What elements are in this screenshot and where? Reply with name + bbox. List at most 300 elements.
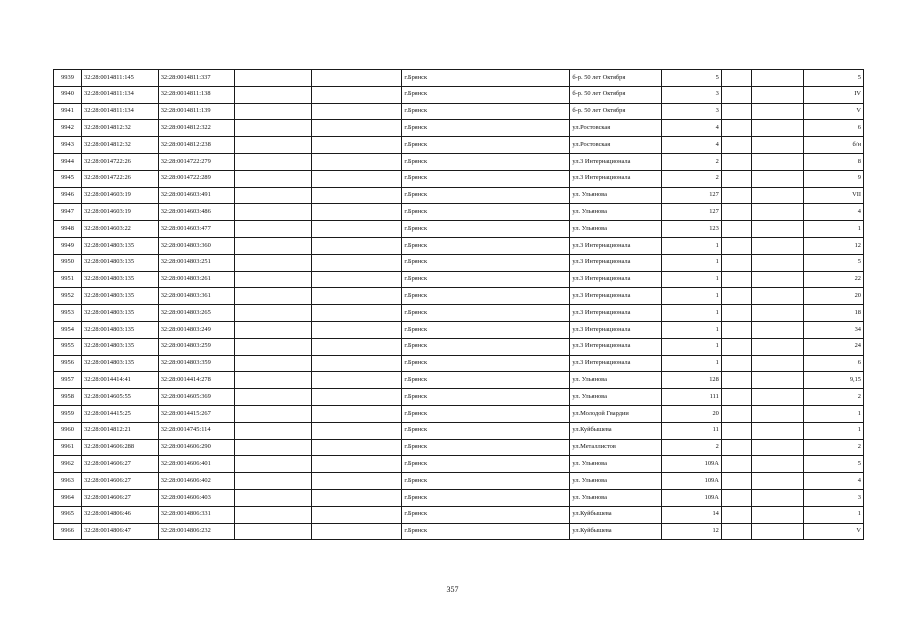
flat-number-cell: 2 bbox=[803, 439, 863, 456]
empty-cell bbox=[751, 288, 803, 305]
table-row bbox=[54, 372, 864, 389]
street-cell: ул.Ростовская bbox=[570, 120, 661, 137]
record-number-cell: 9941 bbox=[54, 103, 82, 120]
table-row bbox=[54, 473, 864, 490]
city-cell: г.Брянск bbox=[402, 506, 570, 523]
empty-cell bbox=[721, 221, 751, 238]
empty-cell bbox=[235, 473, 312, 490]
table-row bbox=[54, 305, 864, 322]
flat-number-cell: 5 bbox=[803, 70, 863, 87]
object-cadastral-number-cell: 32:28:0014812:322 bbox=[158, 120, 235, 137]
house-number-cell: 111 bbox=[661, 389, 721, 406]
empty-cell bbox=[751, 237, 803, 254]
empty-cell bbox=[751, 523, 803, 540]
empty-cell bbox=[751, 489, 803, 506]
flat-number-cell: V bbox=[803, 523, 863, 540]
flat-number-cell: 6 bbox=[803, 120, 863, 137]
table-row bbox=[54, 120, 864, 137]
empty-cell bbox=[312, 473, 402, 490]
flat-number-cell: 34 bbox=[803, 321, 863, 338]
empty-cell bbox=[751, 137, 803, 154]
table-row bbox=[54, 137, 864, 154]
city-cell: г.Брянск bbox=[402, 187, 570, 204]
house-number-cell: 14 bbox=[661, 506, 721, 523]
cadastral-number-cell: 32:28:0014722:26 bbox=[82, 170, 159, 187]
flat-number-cell: IV bbox=[803, 86, 863, 103]
registry-table-body bbox=[54, 70, 864, 540]
record-number-cell: 9963 bbox=[54, 473, 82, 490]
city-cell: г.Брянск bbox=[402, 70, 570, 87]
empty-cell bbox=[751, 355, 803, 372]
cadastral-number-cell: 32:28:0014812:32 bbox=[82, 137, 159, 154]
city-cell: г.Брянск bbox=[402, 405, 570, 422]
empty-cell bbox=[751, 456, 803, 473]
object-cadastral-number-cell: 32:28:0014811:337 bbox=[158, 70, 235, 87]
empty-cell bbox=[235, 355, 312, 372]
empty-cell bbox=[751, 153, 803, 170]
street-cell: ул.3 Интернационала bbox=[570, 338, 661, 355]
house-number-cell: 1 bbox=[661, 288, 721, 305]
empty-cell bbox=[721, 254, 751, 271]
house-number-cell: 127 bbox=[661, 187, 721, 204]
object-cadastral-number-cell: 32:28:0014606:403 bbox=[158, 489, 235, 506]
table-row bbox=[54, 523, 864, 540]
table-row bbox=[54, 271, 864, 288]
city-cell: г.Брянск bbox=[402, 389, 570, 406]
street-cell: ул. Ульянова bbox=[570, 187, 661, 204]
flat-number-cell: б/н bbox=[803, 137, 863, 154]
city-cell: г.Брянск bbox=[402, 271, 570, 288]
empty-cell bbox=[312, 187, 402, 204]
house-number-cell: 109А bbox=[661, 489, 721, 506]
table-row bbox=[54, 506, 864, 523]
empty-cell bbox=[721, 305, 751, 322]
empty-cell bbox=[235, 187, 312, 204]
street-cell: ул.3 Интернационала bbox=[570, 153, 661, 170]
empty-cell bbox=[235, 439, 312, 456]
cadastral-number-cell: 32:28:0014803:135 bbox=[82, 321, 159, 338]
object-cadastral-number-cell: 32:28:0014803:249 bbox=[158, 321, 235, 338]
city-cell: г.Брянск bbox=[402, 153, 570, 170]
record-number-cell: 9948 bbox=[54, 221, 82, 238]
empty-cell bbox=[312, 456, 402, 473]
house-number-cell: 1 bbox=[661, 355, 721, 372]
object-cadastral-number-cell: 32:28:0014414:278 bbox=[158, 372, 235, 389]
city-cell: г.Брянск bbox=[402, 237, 570, 254]
object-cadastral-number-cell: 32:28:0014803:361 bbox=[158, 288, 235, 305]
cadastral-number-cell: 32:28:0014603:19 bbox=[82, 187, 159, 204]
record-number-cell: 9950 bbox=[54, 254, 82, 271]
city-cell: г.Брянск bbox=[402, 439, 570, 456]
cadastral-number-cell: 32:28:0014803:135 bbox=[82, 237, 159, 254]
empty-cell bbox=[235, 405, 312, 422]
empty-cell bbox=[312, 321, 402, 338]
empty-cell bbox=[721, 321, 751, 338]
empty-cell bbox=[235, 288, 312, 305]
record-number-cell: 9952 bbox=[54, 288, 82, 305]
city-cell: г.Брянск bbox=[402, 120, 570, 137]
empty-cell bbox=[312, 237, 402, 254]
empty-cell bbox=[721, 456, 751, 473]
empty-cell bbox=[235, 237, 312, 254]
flat-number-cell: 9,15 bbox=[803, 372, 863, 389]
empty-cell bbox=[235, 523, 312, 540]
house-number-cell: 12 bbox=[661, 523, 721, 540]
street-cell: ул. Ульянова bbox=[570, 389, 661, 406]
empty-cell bbox=[235, 456, 312, 473]
empty-cell bbox=[235, 221, 312, 238]
empty-cell bbox=[235, 254, 312, 271]
cadastral-number-cell: 32:28:0014811:134 bbox=[82, 86, 159, 103]
object-cadastral-number-cell: 32:28:0014803:251 bbox=[158, 254, 235, 271]
record-number-cell: 9959 bbox=[54, 405, 82, 422]
flat-number-cell: 5 bbox=[803, 456, 863, 473]
house-number-cell: 1 bbox=[661, 338, 721, 355]
record-number-cell: 9942 bbox=[54, 120, 82, 137]
cadastral-number-cell: 32:28:0014415:25 bbox=[82, 405, 159, 422]
table-row bbox=[54, 489, 864, 506]
record-number-cell: 9965 bbox=[54, 506, 82, 523]
city-cell: г.Брянск bbox=[402, 422, 570, 439]
table-row bbox=[54, 86, 864, 103]
empty-cell bbox=[235, 271, 312, 288]
cadastral-number-cell: 32:28:0014722:26 bbox=[82, 153, 159, 170]
empty-cell bbox=[312, 271, 402, 288]
empty-cell bbox=[721, 355, 751, 372]
table-row bbox=[54, 221, 864, 238]
street-cell: ул.3 Интернационала bbox=[570, 355, 661, 372]
house-number-cell: 2 bbox=[661, 439, 721, 456]
empty-cell bbox=[721, 137, 751, 154]
empty-cell bbox=[235, 170, 312, 187]
flat-number-cell: VII bbox=[803, 187, 863, 204]
object-cadastral-number-cell: 32:28:0014605:369 bbox=[158, 389, 235, 406]
table-row bbox=[54, 456, 864, 473]
flat-number-cell: 5 bbox=[803, 254, 863, 271]
house-number-cell: 123 bbox=[661, 221, 721, 238]
record-number-cell: 9957 bbox=[54, 372, 82, 389]
object-cadastral-number-cell: 32:28:0014803:360 bbox=[158, 237, 235, 254]
city-cell: г.Брянск bbox=[402, 473, 570, 490]
cadastral-number-cell: 32:28:0014606:288 bbox=[82, 439, 159, 456]
record-number-cell: 9964 bbox=[54, 489, 82, 506]
record-number-cell: 9949 bbox=[54, 237, 82, 254]
empty-cell bbox=[235, 120, 312, 137]
empty-cell bbox=[312, 506, 402, 523]
flat-number-cell: 12 bbox=[803, 237, 863, 254]
house-number-cell: 1 bbox=[661, 237, 721, 254]
object-cadastral-number-cell: 32:28:0014606:401 bbox=[158, 456, 235, 473]
empty-cell bbox=[751, 86, 803, 103]
empty-cell bbox=[312, 305, 402, 322]
house-number-cell: 5 bbox=[661, 70, 721, 87]
object-cadastral-number-cell: 32:28:0014803:359 bbox=[158, 355, 235, 372]
record-number-cell: 9958 bbox=[54, 389, 82, 406]
record-number-cell: 9940 bbox=[54, 86, 82, 103]
empty-cell bbox=[312, 221, 402, 238]
empty-cell bbox=[721, 120, 751, 137]
cadastral-number-cell: 32:28:0014606:27 bbox=[82, 489, 159, 506]
house-number-cell: 109А bbox=[661, 473, 721, 490]
table-row bbox=[54, 204, 864, 221]
cadastral-number-cell: 32:28:0014811:145 bbox=[82, 70, 159, 87]
object-cadastral-number-cell: 32:28:0014812:238 bbox=[158, 137, 235, 154]
record-number-cell: 9966 bbox=[54, 523, 82, 540]
cadastral-number-cell: 32:28:0014806:47 bbox=[82, 523, 159, 540]
city-cell: г.Брянск bbox=[402, 305, 570, 322]
table-row bbox=[54, 355, 864, 372]
street-cell: ул.3 Интернационала bbox=[570, 305, 661, 322]
empty-cell bbox=[235, 103, 312, 120]
flat-number-cell: 1 bbox=[803, 221, 863, 238]
city-cell: г.Брянск bbox=[402, 456, 570, 473]
flat-number-cell: 1 bbox=[803, 422, 863, 439]
city-cell: г.Брянск bbox=[402, 170, 570, 187]
empty-cell bbox=[751, 321, 803, 338]
empty-cell bbox=[751, 103, 803, 120]
flat-number-cell: 24 bbox=[803, 338, 863, 355]
empty-cell bbox=[751, 254, 803, 271]
street-cell: ул. Ульянова bbox=[570, 473, 661, 490]
street-cell: б-р. 50 лет Октября bbox=[570, 86, 661, 103]
empty-cell bbox=[751, 422, 803, 439]
empty-cell bbox=[235, 372, 312, 389]
empty-cell bbox=[721, 271, 751, 288]
empty-cell bbox=[235, 137, 312, 154]
street-cell: ул.3 Интернационала bbox=[570, 170, 661, 187]
empty-cell bbox=[721, 153, 751, 170]
street-cell: ул.3 Интернационала bbox=[570, 237, 661, 254]
empty-cell bbox=[312, 70, 402, 87]
flat-number-cell: 2 bbox=[803, 389, 863, 406]
record-number-cell: 9944 bbox=[54, 153, 82, 170]
empty-cell bbox=[721, 506, 751, 523]
city-cell: г.Брянск bbox=[402, 86, 570, 103]
house-number-cell: 1 bbox=[661, 271, 721, 288]
empty-cell bbox=[721, 237, 751, 254]
empty-cell bbox=[751, 305, 803, 322]
empty-cell bbox=[721, 204, 751, 221]
empty-cell bbox=[312, 439, 402, 456]
record-number-cell: 9962 bbox=[54, 456, 82, 473]
record-number-cell: 9939 bbox=[54, 70, 82, 87]
cadastral-number-cell: 32:28:0014605:55 bbox=[82, 389, 159, 406]
empty-cell bbox=[751, 170, 803, 187]
table-row bbox=[54, 389, 864, 406]
empty-cell bbox=[235, 422, 312, 439]
house-number-cell: 109А bbox=[661, 456, 721, 473]
cadastral-number-cell: 32:28:0014803:135 bbox=[82, 271, 159, 288]
empty-cell bbox=[312, 204, 402, 221]
street-cell: ул.Куйбышева bbox=[570, 506, 661, 523]
empty-cell bbox=[751, 187, 803, 204]
empty-cell bbox=[312, 254, 402, 271]
object-cadastral-number-cell: 32:28:0014415:267 bbox=[158, 405, 235, 422]
empty-cell bbox=[721, 422, 751, 439]
empty-cell bbox=[312, 422, 402, 439]
empty-cell bbox=[751, 506, 803, 523]
city-cell: г.Брянск bbox=[402, 288, 570, 305]
flat-number-cell: 18 bbox=[803, 305, 863, 322]
empty-cell bbox=[235, 305, 312, 322]
house-number-cell: 11 bbox=[661, 422, 721, 439]
house-number-cell: 2 bbox=[661, 170, 721, 187]
empty-cell bbox=[721, 170, 751, 187]
table-row bbox=[54, 338, 864, 355]
house-number-cell: 4 bbox=[661, 137, 721, 154]
table-row bbox=[54, 288, 864, 305]
object-cadastral-number-cell: 32:28:0014603:477 bbox=[158, 221, 235, 238]
city-cell: г.Брянск bbox=[402, 204, 570, 221]
object-cadastral-number-cell: 32:28:0014811:139 bbox=[158, 103, 235, 120]
empty-cell bbox=[721, 489, 751, 506]
table-row bbox=[54, 70, 864, 87]
empty-cell bbox=[721, 372, 751, 389]
cadastral-number-cell: 32:28:0014806:46 bbox=[82, 506, 159, 523]
empty-cell bbox=[312, 170, 402, 187]
empty-cell bbox=[235, 389, 312, 406]
page-number: 357 bbox=[446, 585, 459, 594]
street-cell: ул.Металлистов bbox=[570, 439, 661, 456]
table-row bbox=[54, 187, 864, 204]
object-cadastral-number-cell: 32:28:0014603:486 bbox=[158, 204, 235, 221]
table-row bbox=[54, 439, 864, 456]
empty-cell bbox=[751, 204, 803, 221]
empty-cell bbox=[721, 70, 751, 87]
table-row bbox=[54, 170, 864, 187]
table-row bbox=[54, 422, 864, 439]
empty-cell bbox=[751, 439, 803, 456]
empty-cell bbox=[751, 389, 803, 406]
empty-cell bbox=[235, 86, 312, 103]
house-number-cell: 1 bbox=[661, 321, 721, 338]
empty-cell bbox=[721, 103, 751, 120]
cadastral-number-cell: 32:28:0014803:135 bbox=[82, 254, 159, 271]
empty-cell bbox=[751, 372, 803, 389]
empty-cell bbox=[751, 120, 803, 137]
city-cell: г.Брянск bbox=[402, 523, 570, 540]
city-cell: г.Брянск bbox=[402, 489, 570, 506]
city-cell: г.Брянск bbox=[402, 254, 570, 271]
street-cell: ул.3 Интернационала bbox=[570, 321, 661, 338]
cadastral-number-cell: 32:28:0014803:135 bbox=[82, 288, 159, 305]
cadastral-number-cell: 32:28:0014803:135 bbox=[82, 338, 159, 355]
empty-cell bbox=[312, 338, 402, 355]
flat-number-cell: 3 bbox=[803, 489, 863, 506]
table-row bbox=[54, 153, 864, 170]
house-number-cell: 20 bbox=[661, 405, 721, 422]
empty-cell bbox=[312, 489, 402, 506]
empty-cell bbox=[235, 321, 312, 338]
empty-cell bbox=[721, 338, 751, 355]
empty-cell bbox=[312, 523, 402, 540]
record-number-cell: 9943 bbox=[54, 137, 82, 154]
house-number-cell: 3 bbox=[661, 86, 721, 103]
flat-number-cell: V bbox=[803, 103, 863, 120]
empty-cell bbox=[312, 288, 402, 305]
flat-number-cell: 22 bbox=[803, 271, 863, 288]
empty-cell bbox=[312, 355, 402, 372]
house-number-cell: 2 bbox=[661, 153, 721, 170]
object-cadastral-number-cell: 32:28:0014745:114 bbox=[158, 422, 235, 439]
empty-cell bbox=[751, 338, 803, 355]
flat-number-cell: 1 bbox=[803, 506, 863, 523]
empty-cell bbox=[751, 473, 803, 490]
street-cell: ул. Ульянова bbox=[570, 456, 661, 473]
cadastral-number-cell: 32:28:0014812:21 bbox=[82, 422, 159, 439]
object-cadastral-number-cell: 32:28:0014811:138 bbox=[158, 86, 235, 103]
record-number-cell: 9955 bbox=[54, 338, 82, 355]
flat-number-cell: 8 bbox=[803, 153, 863, 170]
cadastral-number-cell: 32:28:0014803:135 bbox=[82, 305, 159, 322]
record-number-cell: 9960 bbox=[54, 422, 82, 439]
empty-cell bbox=[721, 405, 751, 422]
street-cell: ул.Ростовская bbox=[570, 137, 661, 154]
street-cell: ул. Ульянова bbox=[570, 221, 661, 238]
empty-cell bbox=[235, 204, 312, 221]
table-row bbox=[54, 237, 864, 254]
record-number-cell: 9945 bbox=[54, 170, 82, 187]
street-cell: ул.Молодой Гвардии bbox=[570, 405, 661, 422]
street-cell: ул.Куйбышева bbox=[570, 523, 661, 540]
empty-cell bbox=[312, 120, 402, 137]
record-number-cell: 9953 bbox=[54, 305, 82, 322]
flat-number-cell: 9 bbox=[803, 170, 863, 187]
street-cell: б-р. 50 лет Октября bbox=[570, 70, 661, 87]
table-row bbox=[54, 254, 864, 271]
empty-cell bbox=[751, 221, 803, 238]
record-number-cell: 9946 bbox=[54, 187, 82, 204]
empty-cell bbox=[751, 405, 803, 422]
empty-cell bbox=[235, 153, 312, 170]
empty-cell bbox=[312, 137, 402, 154]
empty-cell bbox=[721, 389, 751, 406]
cadastral-number-cell: 32:28:0014811:134 bbox=[82, 103, 159, 120]
empty-cell bbox=[751, 70, 803, 87]
empty-cell bbox=[721, 288, 751, 305]
cadastral-number-cell: 32:28:0014606:27 bbox=[82, 456, 159, 473]
empty-cell bbox=[312, 103, 402, 120]
record-number-cell: 9961 bbox=[54, 439, 82, 456]
empty-cell bbox=[721, 439, 751, 456]
empty-cell bbox=[751, 271, 803, 288]
house-number-cell: 1 bbox=[661, 254, 721, 271]
empty-cell bbox=[235, 489, 312, 506]
registry-table bbox=[53, 69, 864, 540]
object-cadastral-number-cell: 32:28:0014803:261 bbox=[158, 271, 235, 288]
flat-number-cell: 6 bbox=[803, 355, 863, 372]
object-cadastral-number-cell: 32:28:0014806:331 bbox=[158, 506, 235, 523]
cadastral-number-cell: 32:28:0014603:22 bbox=[82, 221, 159, 238]
street-cell: ул.Куйбышева bbox=[570, 422, 661, 439]
cadastral-number-cell: 32:28:0014812:32 bbox=[82, 120, 159, 137]
empty-cell bbox=[721, 86, 751, 103]
city-cell: г.Брянск bbox=[402, 355, 570, 372]
flat-number-cell: 20 bbox=[803, 288, 863, 305]
record-number-cell: 9951 bbox=[54, 271, 82, 288]
object-cadastral-number-cell: 32:28:0014603:491 bbox=[158, 187, 235, 204]
empty-cell bbox=[312, 153, 402, 170]
table-row bbox=[54, 405, 864, 422]
street-cell: ул. Ульянова bbox=[570, 372, 661, 389]
city-cell: г.Брянск bbox=[402, 321, 570, 338]
house-number-cell: 1 bbox=[661, 305, 721, 322]
city-cell: г.Брянск bbox=[402, 338, 570, 355]
object-cadastral-number-cell: 32:28:0014606:402 bbox=[158, 473, 235, 490]
empty-cell bbox=[721, 187, 751, 204]
flat-number-cell: 1 bbox=[803, 405, 863, 422]
object-cadastral-number-cell: 32:28:0014803:265 bbox=[158, 305, 235, 322]
